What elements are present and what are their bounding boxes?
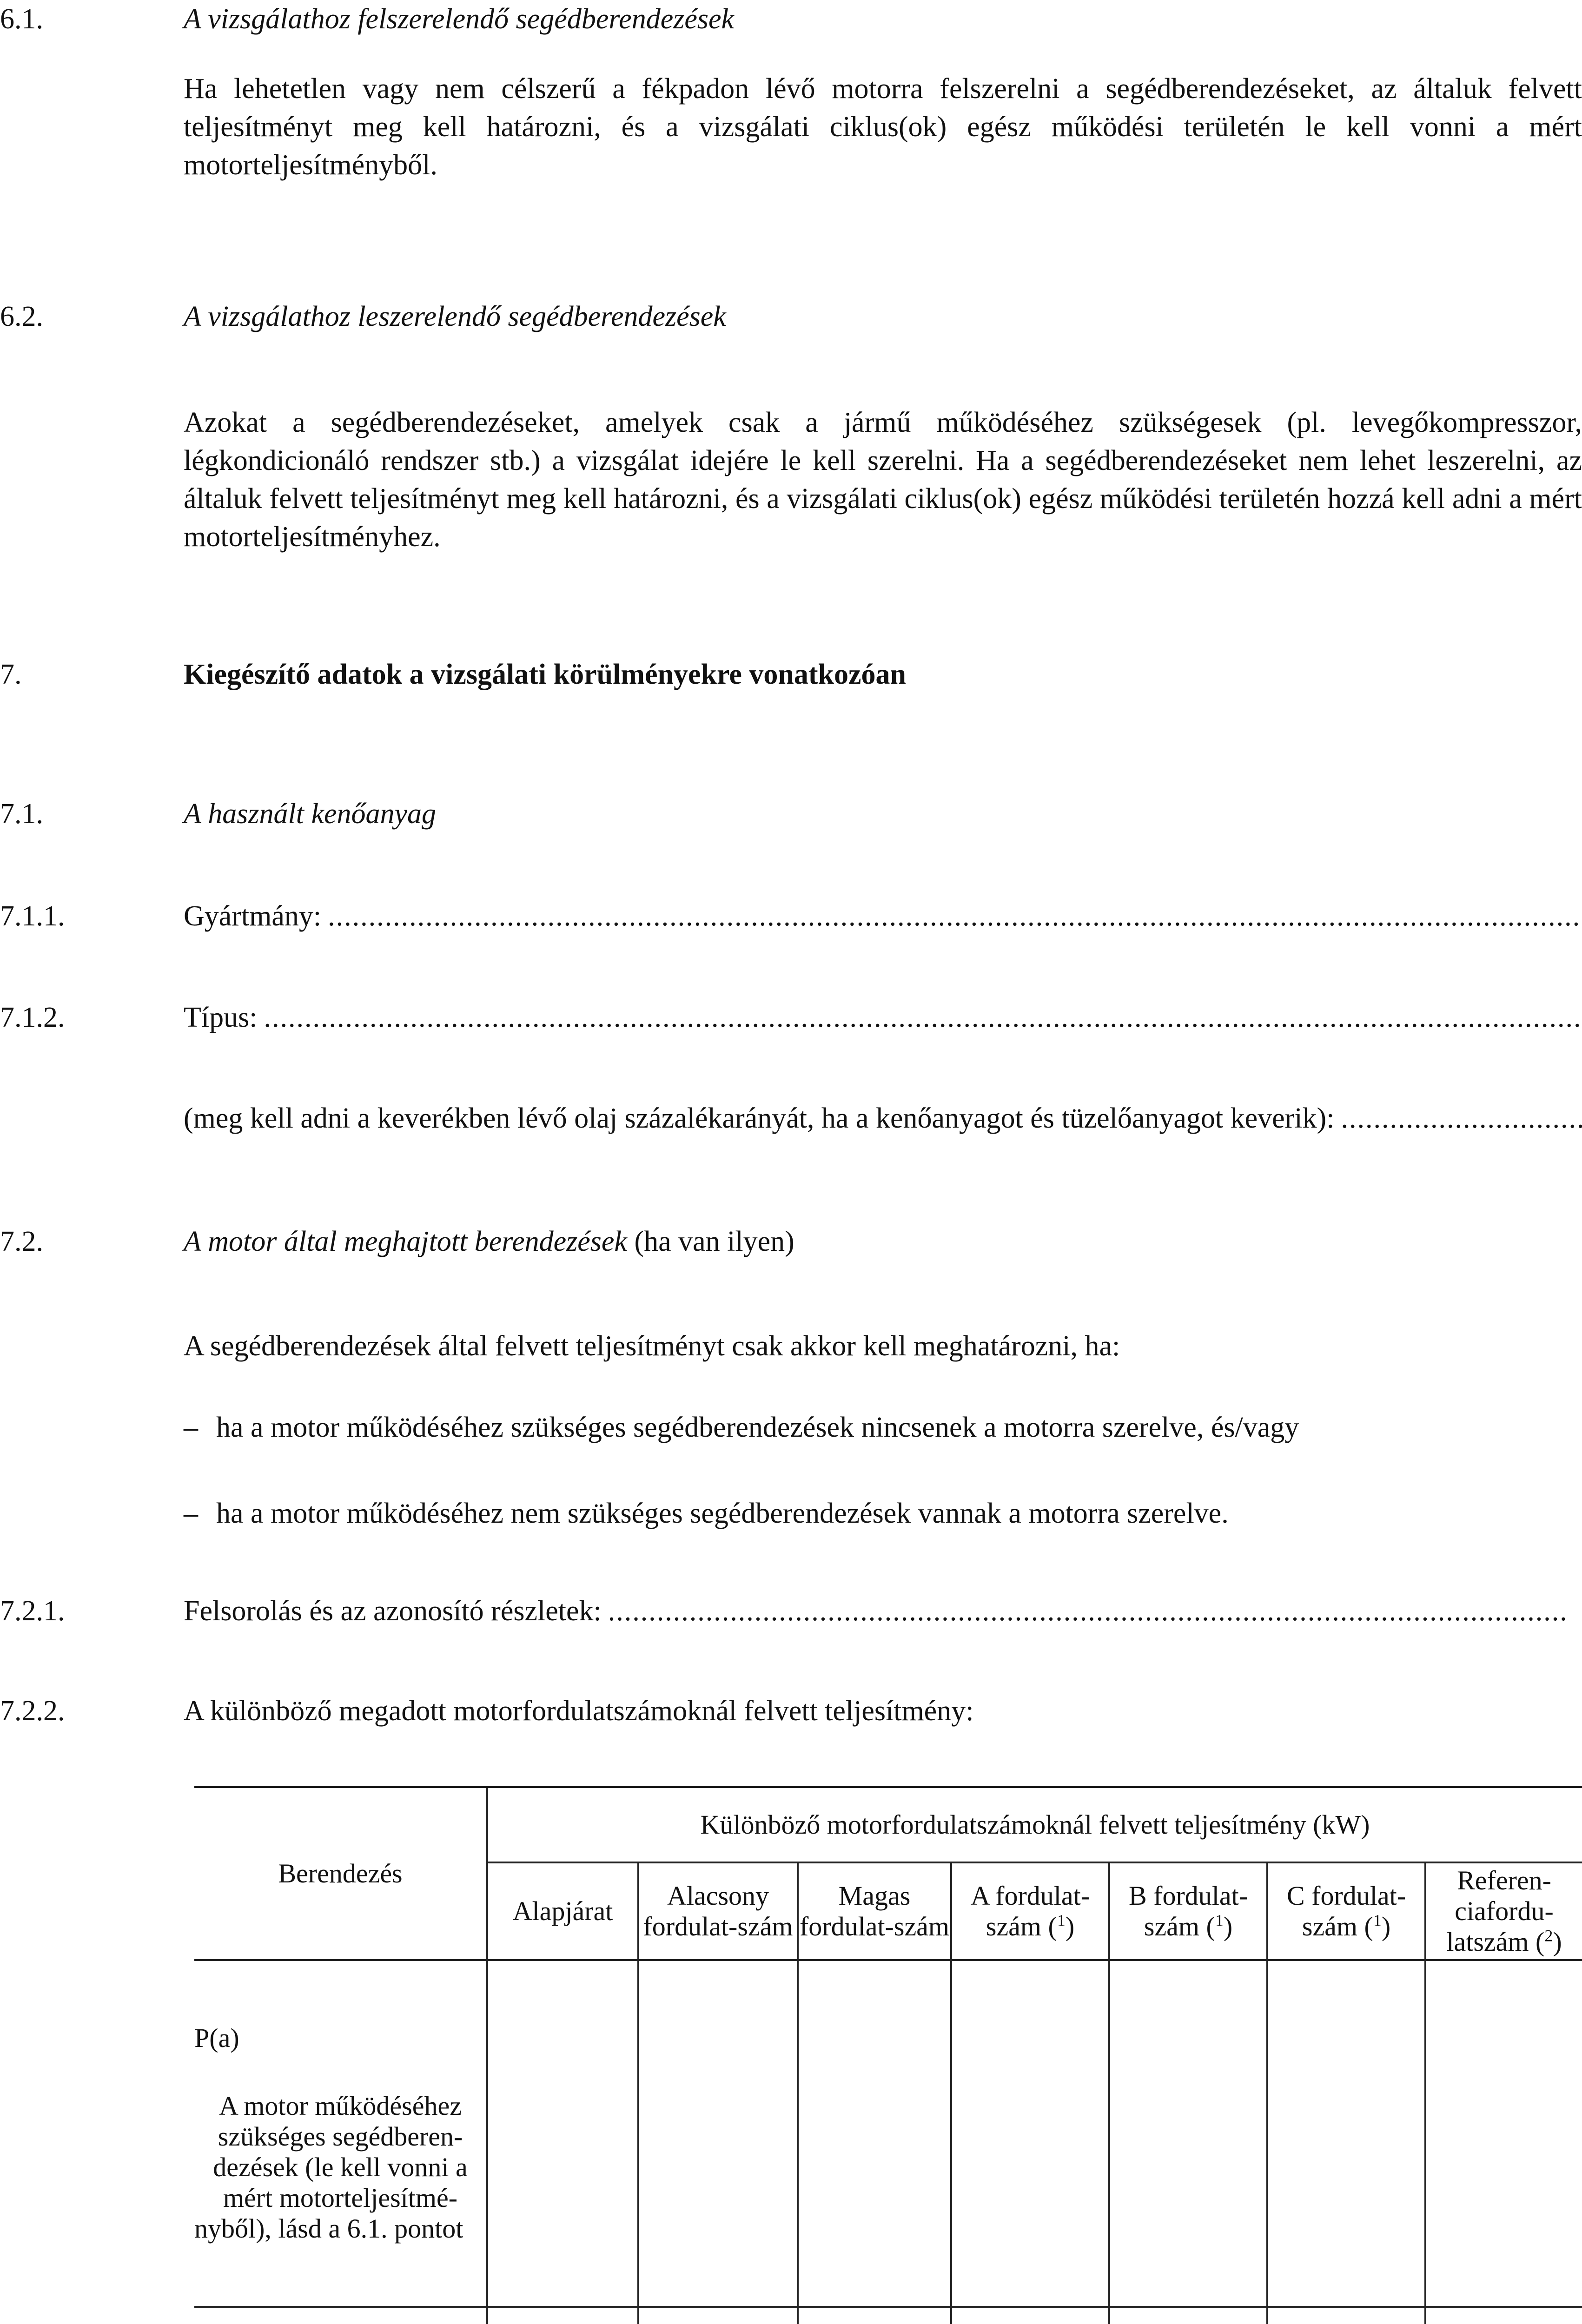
table-cell [1109,2307,1267,2324]
table-cell [1267,2307,1425,2324]
section-number: 7.2.2. [0,1695,65,1727]
section-title: A motor által meghajtott berendezések (ha van ilyen) [184,1226,794,1257]
section-7-1-2-note [0,1099,1582,1137]
section-7-2-1 [0,1592,1582,1630]
section-number: 7.1. [0,798,43,830]
footnote-ref: 2 [1544,1926,1553,1945]
field-label: Gyártmány: [184,900,322,932]
field-label: Felsorolás és az azonosító részletek: [184,1595,602,1627]
equipment-header: Berendezés [194,1787,487,1960]
bullet-item [0,1494,1582,1532]
section-7-heading [0,655,1582,693]
section-6-2-heading [0,297,1582,336]
footnote-ref: 1 [1215,1911,1224,1930]
table-cell [1267,1960,1425,2307]
section-6-2-body: Azokat a segédberendezéseket, amelyek csak a jármű működéséhez szükségesek (pl. levegőkompresszor, légkondicionáló rendszer stb.) a vizsgálat idejére le kell szerelni. Ha a segédberendezéseket nem lehet leszerelni, az általuk felvett teljesítményt meg kell határozni, és a vizsgálati ciklus(ok) egész működési területén hozzá kell adni a mért motorteljesítményhez. [184,407,1582,553]
dash-marker: – [184,1498,198,1529]
section-number: 7.2. [0,1226,43,1257]
row-symbol: P(a) [194,2022,239,2053]
col-header-high-speed: Magas fordulat-szám [798,1862,951,1960]
section-number: 7.1.1. [0,900,65,932]
section-7-2-heading [0,1222,1582,1261]
section-number: 7.2.1. [0,1595,65,1627]
section-title: Kiegészítő adatok a vizsgálati körülményekre vonatkozóan [184,659,906,690]
section-7-1-1 [0,897,1582,935]
col-header-speed-c: C fordulat-szám ($^1$) [1267,1862,1425,1960]
section-7-2-intro: A segédberendezések által felvett teljesítményt csak akkor kell meghatározni, ha: [184,1330,1120,1362]
table-cell [638,2307,798,2324]
table-cell [951,1960,1109,2307]
row-label-cell [194,2307,487,2324]
bullet-text: ha a motor működéséhez nem szükséges segédberendezések vannak a motorra szerelve. [216,1498,1229,1529]
dotted-leader [1341,1099,1582,1137]
col-header-low-speed: Alacsony fordulat-szám [638,1862,798,1960]
section-number: 7. [0,659,22,690]
fill-in-line [184,1592,1568,1630]
section-7-2-2 [0,1692,1582,1730]
bullet-item [0,1408,1582,1446]
speed-group-header: Különböző motorfordulatszámoknál felvett teljesítmény (kW) [487,1787,1582,1862]
section-number: 6.2. [0,301,43,332]
col-header-speed-a: A fordulat-szám ($^1$) [951,1862,1109,1960]
section-title: A vizsgálathoz felszerelendő segédberendezések [184,3,735,35]
power-absorption-table [194,1786,1582,2324]
section-7-1-heading [0,795,1582,833]
table-cell [798,2307,951,2324]
row-label-cell [194,1960,487,2307]
section-title: A vizsgálathoz leszerelendő segédberendezések [184,301,726,332]
table-cell [1425,2307,1582,2324]
table-cell [638,1960,798,2307]
table-cell [951,2307,1109,2324]
footnote-ref: 1 [1057,1911,1066,1930]
table-header-row [194,1787,1582,1862]
table-row [194,1960,1582,2307]
dotted-leader [328,897,1582,935]
section-7-1-2 [0,998,1582,1037]
section-6-1-heading [0,0,1582,38]
col-header-idle: Alapjárat [487,1862,638,1960]
footnote-ref: 1 [1373,1911,1382,1930]
section-title: A használt kenőanyag [184,798,437,830]
dotted-leader [264,998,1582,1037]
col-header-reference-speed: Referen-ciafordu-latszám ($^2$) [1425,1862,1582,1960]
note-text: (meg kell adni a keverékben lévő olaj százalékarányát, ha a kenőanyagot és tüzelőanyagot keverik): [184,1103,1335,1134]
dotted-leader [608,1592,1568,1630]
fill-in-line [184,897,1582,935]
section-number: 7.1.2. [0,1002,65,1033]
row-description: A motor működéséhez szükséges segédberen-dezések (le kell vonni a mért motorteljesítmé-nyből), lásd a 6.1. pontot [194,2090,468,2244]
col-header-speed-b: B fordulat-szám ($^1$) [1109,1862,1267,1960]
fill-in-line [184,998,1582,1037]
table-cell [487,2307,638,2324]
section-text: A különböző megadott motorfordulatszámoknál felvett teljesítmény: [184,1695,974,1727]
section-6-1-body: Ha lehetetlen vagy nem célszerű a fékpadon lévő motorra felszerelni a segédberendezéseket, az általuk felvett teljesítményt meg kell határozni, és a vizsgálati ciklus(ok) egész működési területén le kell vonni a mért motorteljesítményből. [184,73,1582,181]
table-cell [487,1960,638,2307]
fill-in-line [184,1099,1582,1137]
table-cell [1109,1960,1267,2307]
table-cell [798,1960,951,2307]
table-row [194,2307,1582,2324]
section-number: 6.1. [0,3,43,35]
field-label: Típus: [184,1002,258,1033]
dash-marker: – [184,1412,198,1443]
bullet-text: ha a motor működéséhez szükséges segédberendezések nincsenek a motorra szerelve, és/vagy [216,1412,1299,1443]
table-cell [1425,1960,1582,2307]
